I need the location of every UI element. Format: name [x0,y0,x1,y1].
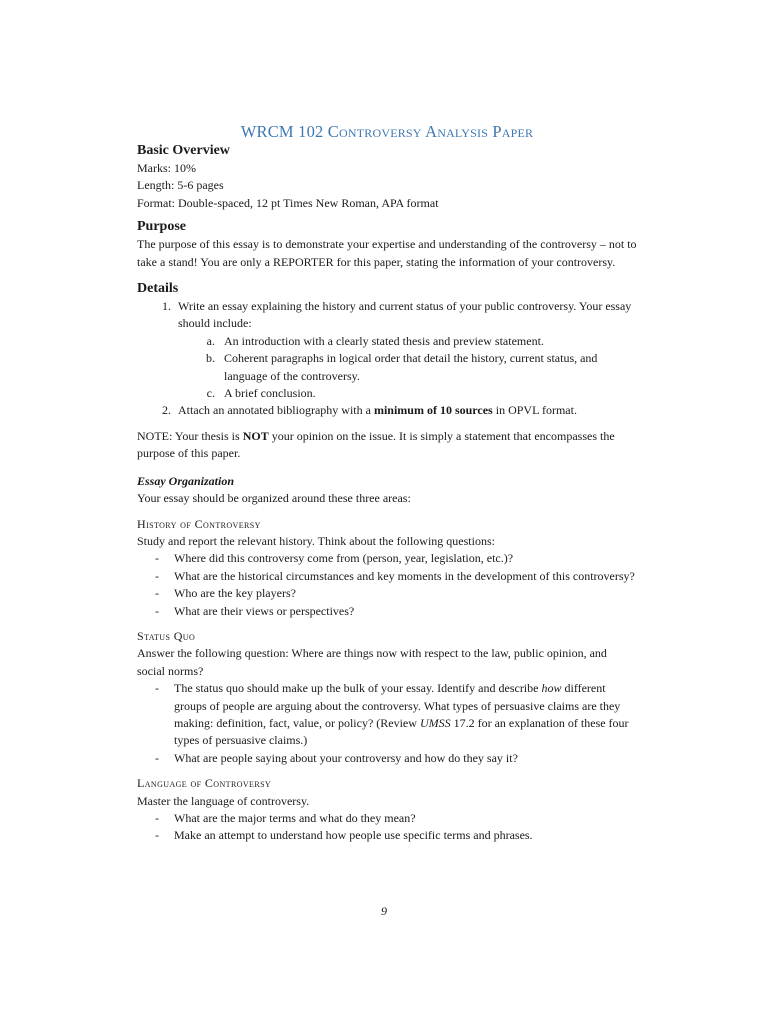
list-item: - What are people saying about your controversy and how do they say it? [155,750,518,765]
format-line: Format: Double-spaced, 12 pt Times New Roman, APA format [137,195,439,210]
details-subitem-a: a. An introduction with a clearly stated thesis and preview statement. [218,333,637,350]
details-subitem-c: c. A brief conclusion. [218,385,637,402]
details-subitem-b: b. Coherent paragraphs in logical order that detail the history, current status, and language of the controversy. [218,350,637,385]
document-content [137,122,637,845]
details-heading: Details [137,281,179,297]
essay-organization-heading: Essay Organization [137,473,235,488]
history-list [137,550,637,620]
length-line: Length: 5-6 pages [137,178,224,193]
language-list [137,810,637,845]
marks-line: Marks: 10% [137,161,196,175]
list-item: - Make an attempt to understand how people use specific terms and phrases. [155,828,533,843]
list-item: - What are the major terms and what do they mean? [155,811,416,825]
basic-overview-heading: Basic Overview [137,143,230,158]
details-item-2: 2. Attach an annotated bibliography with a minimum of 10 sources in OPVL format. [174,402,637,419]
list-item: - The status quo should make up the bulk of your essay. Identify and describe how different groups of people are arguing about the controversy. What types of persuasive claims are they making: definition, fact, value, or policy? (Review UMSS 17.2 for an explanation of these four types of persuasive claims.) [155,681,629,748]
essay-organization-intro: Your essay should be organized around these three areas: [137,491,411,506]
status-quo-list [137,680,637,767]
history-intro: Study and report the relevant history. Think about the following questions: [137,533,495,548]
details-list [137,298,637,420]
details-sublist [178,333,637,403]
min-sources-bold: minimum of 10 sources [373,403,493,418]
purpose-text: The purpose of this essay is to demonstrate your expertise and understanding of the controversy – not to take a stand! You are only a REPORTER for this paper, stating the information of your controversy. [137,237,637,269]
status-quo-intro: Answer the following question: Where are things now with respect to the law, public opinion, and social norms? [137,646,607,678]
list-item: - What are their views or perspectives? [155,603,355,618]
language-intro: Master the language of controversy. [137,793,310,808]
list-item: - What are the historical circumstances and key moments in the development of this controversy? [155,568,635,583]
page-title: WRCM 102 Controversy Analysis Paper [240,122,534,141]
page-number: 9 [381,904,387,918]
history-heading: History of Controversy [137,516,261,531]
list-item: - Where did this controversy come from (person, year, legislation, etc.)? [155,551,514,566]
details-item-1: 1. Write an essay explaining the history and current status of your public controversy. Your essay should include: a. An introduction with a clearly stated thesis and preview statement. b. Coherent paragraphs in logical order that detail the history, current status, and language of the controversy. c. A brief conclusion. [174,298,637,402]
note-text: NOTE: Your thesis is NOT your opinion on the issue. It is simply a statement that encompasses the purpose of this paper. [137,428,615,461]
language-heading: Language of Controversy [137,776,272,791]
list-item: - Who are the key players? [155,586,296,601]
purpose-heading: Purpose [137,219,186,235]
status-quo-heading: Status Quo [137,628,196,643]
